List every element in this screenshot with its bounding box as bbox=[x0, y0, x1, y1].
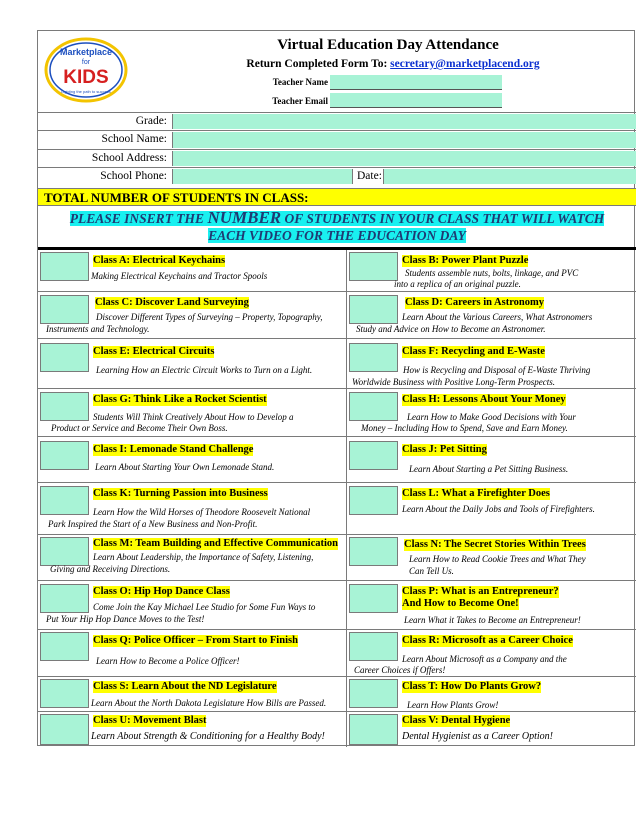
class-s-desc: Learn About the North Dakota Legislature How Bills are Passed. bbox=[91, 698, 327, 708]
class-l-desc: Learn About the Daily Jobs and Tools of Firefighters. bbox=[402, 504, 595, 514]
class-i-desc: Learn About Starting Your Own Lemonade Stand. bbox=[95, 462, 275, 472]
class-j-desc: Learn About Starting a Pet Sitting Business. bbox=[409, 464, 569, 474]
class-c-desc2: Instruments and Technology. bbox=[46, 324, 150, 334]
instruction-part1: PLEASE INSERT THE bbox=[69, 211, 208, 226]
class-u-count-field[interactable] bbox=[40, 714, 89, 745]
class-k-desc2: Park Inspired the Start of a New Business and Non-Profit. bbox=[48, 519, 258, 529]
school-info-table bbox=[38, 112, 636, 185]
teacher-email-label: Teacher Email bbox=[272, 96, 328, 106]
logo-line1: Marketplace bbox=[59, 47, 113, 57]
instruction-line2: EACH VIDEO FOR THE EDUCATION DAY bbox=[208, 228, 466, 243]
class-k-count-field[interactable] bbox=[40, 486, 89, 515]
total-students-label: TOTAL NUMBER OF STUDENTS IN CLASS: bbox=[38, 188, 636, 206]
school-address-field[interactable] bbox=[172, 151, 636, 166]
divider bbox=[38, 247, 636, 250]
class-g-count-field[interactable] bbox=[40, 392, 89, 421]
school-phone-row bbox=[38, 167, 636, 185]
class-o-name: Class O: Hip Hop Dance Class bbox=[93, 586, 230, 597]
return-instructions bbox=[168, 58, 618, 70]
class-o-desc1: Come Join the Kay Michael Lee Studio for Some Fun Ways to bbox=[93, 602, 316, 612]
class-j-count-field[interactable] bbox=[349, 441, 398, 470]
marketplace-for-kids-logo bbox=[38, 31, 136, 111]
school-phone-field[interactable] bbox=[172, 169, 636, 184]
class-a-desc: Making Electrical Keychains and Tractor Spools bbox=[91, 271, 268, 281]
class-c-name: Class C: Discover Land Surveying bbox=[95, 297, 249, 308]
class-t-desc: Learn How Plants Grow! bbox=[407, 700, 499, 710]
class-n-name: Class N: The Secret Stories Within Trees bbox=[404, 539, 586, 550]
class-d-desc2: Study and Advice on How to Become an Astronomer. bbox=[356, 324, 546, 334]
class-u-desc: Learn About Strength & Conditioning for a Healthy Body! bbox=[91, 731, 325, 742]
grade-row bbox=[38, 112, 636, 130]
column-divider bbox=[346, 250, 347, 747]
grade-field[interactable] bbox=[172, 114, 636, 129]
class-m-desc2: Giving and Receiving Directions. bbox=[50, 564, 171, 574]
class-d-desc1: Learn About the Various Careers, What Astronomers bbox=[402, 312, 593, 322]
class-t-name: Class T: How Do Plants Grow? bbox=[402, 681, 542, 692]
class-u-name: Class U: Movement Blast bbox=[93, 715, 207, 726]
class-k-desc1: Learn How the Wild Horses of Theodore Roosevelt National bbox=[93, 507, 311, 517]
class-d-name: Class D: Careers in Astronomy bbox=[405, 297, 545, 308]
class-h-count-field[interactable] bbox=[349, 392, 398, 421]
class-p-name2: And How to Become One! bbox=[402, 598, 519, 609]
class-f-count-field[interactable] bbox=[349, 343, 398, 372]
return-email-link[interactable]: secretary@marketplacend.org bbox=[390, 58, 540, 70]
school-name-label: School Name: bbox=[101, 133, 167, 146]
class-c-desc1: Discover Different Types of Surveying – Property, Topography, bbox=[96, 312, 323, 322]
class-f-name: Class F: Recycling and E-Waste bbox=[402, 346, 545, 357]
class-n-desc1: Learn How to Read Cookie Trees and What They bbox=[409, 554, 586, 564]
class-d-count-field[interactable] bbox=[349, 295, 398, 324]
teacher-name-field[interactable] bbox=[330, 75, 502, 90]
logo-line2: for bbox=[81, 59, 91, 66]
class-g-desc2: Product or Service and Become Their Own Boss. bbox=[51, 423, 228, 433]
class-q-count-field[interactable] bbox=[40, 632, 89, 661]
class-i-count-field[interactable] bbox=[40, 441, 89, 470]
class-j-name: Class J: Pet Sitting bbox=[402, 444, 487, 455]
school-name-row bbox=[38, 130, 636, 148]
class-r-count-field[interactable] bbox=[349, 632, 398, 661]
class-n-count-field[interactable] bbox=[349, 537, 398, 566]
class-m-desc1: Learn About Leadership, the Importance of Safety, Listening, bbox=[93, 552, 314, 562]
class-f-desc1: How is Recycling and Disposal of E-Waste Thriving bbox=[403, 365, 591, 375]
school-name-field[interactable] bbox=[172, 132, 636, 147]
school-phone-label: School Phone: bbox=[100, 169, 167, 182]
class-p-count-field[interactable] bbox=[349, 584, 398, 613]
class-s-name: Class S: Learn About the ND Legislature bbox=[93, 681, 277, 692]
class-l-name: Class L: What a Firefighter Does bbox=[402, 488, 550, 499]
class-b-count-field[interactable] bbox=[349, 252, 398, 281]
return-label: Return Completed Form To: bbox=[246, 58, 388, 70]
logo-tagline: Lighting the path to success bbox=[61, 89, 111, 94]
class-b-name: Class B: Power Plant Puzzle bbox=[402, 255, 529, 266]
class-s-count-field[interactable] bbox=[40, 679, 89, 708]
class-a-count-field[interactable] bbox=[40, 252, 89, 281]
school-address-label: School Address: bbox=[91, 151, 167, 164]
page-title: Virtual Education Day Attendance bbox=[277, 37, 499, 53]
class-h-desc2: Money – Including How to Spend, Save and Earn Money. bbox=[361, 423, 568, 433]
class-c-count-field[interactable] bbox=[40, 295, 89, 324]
instruction-part3: OF STUDENTS IN YOUR CLASS THAT WILL WATCH bbox=[281, 211, 605, 226]
class-h-name: Class H: Lessons About Your Money bbox=[402, 394, 566, 405]
class-t-count-field[interactable] bbox=[349, 679, 398, 708]
class-q-name: Class Q: Police Officer – From Start to Finish bbox=[93, 635, 298, 646]
class-e-count-field[interactable] bbox=[40, 343, 89, 372]
class-f-desc2: Worldwide Business with Positive Long-Term Prospects. bbox=[352, 377, 556, 387]
class-v-count-field[interactable] bbox=[349, 714, 398, 745]
class-i-name: Class I: Lemonade Stand Challenge bbox=[93, 444, 254, 455]
class-r-name: Class R: Microsoft as a Career Choice bbox=[402, 635, 573, 646]
teacher-name-label: Teacher Name bbox=[272, 77, 328, 87]
class-r-desc1: Learn About Microsoft as a Company and the bbox=[402, 654, 567, 664]
school-address-row bbox=[38, 149, 636, 167]
class-v-desc: Dental Hygienist as a Career Option! bbox=[402, 731, 554, 742]
class-p-desc: Learn What it Takes to Become an Entrepreneur! bbox=[404, 615, 581, 625]
class-h-desc1: Learn How to Make Good Decisions with Your bbox=[407, 412, 576, 422]
class-o-desc2: Put Your Hip Hop Dance Moves to the Test! bbox=[46, 614, 205, 624]
class-b-desc2: into a replica of an original puzzle. bbox=[394, 279, 521, 289]
class-n-desc2: Can Tell Us. bbox=[409, 566, 454, 576]
class-k-name: Class K: Turning Passion into Business bbox=[93, 488, 268, 499]
class-e-name: Class E: Electrical Circuits bbox=[93, 346, 215, 357]
class-p-name: Class P: What is an Entrepreneur? bbox=[402, 586, 559, 597]
class-g-desc1: Students Will Think Creatively About How to Develop a bbox=[93, 412, 294, 422]
class-m-name: Class M: Team Building and Effective Communication bbox=[93, 538, 339, 549]
logo-line3: KIDS bbox=[63, 67, 109, 88]
class-o-count-field[interactable] bbox=[40, 584, 89, 613]
class-e-desc: Learning How an Electric Circuit Works to Turn on a Light. bbox=[96, 365, 313, 375]
class-r-desc2: Career Choices if Offers! bbox=[354, 665, 446, 675]
class-g-name: Class G: Think Like a Rocket Scientist bbox=[93, 394, 267, 405]
class-a-name: Class A: Electrical Keychains bbox=[93, 255, 226, 266]
teacher-email-field[interactable] bbox=[330, 93, 502, 108]
class-l-count-field[interactable] bbox=[349, 486, 398, 515]
class-v-name: Class V: Dental Hygiene bbox=[402, 715, 511, 726]
date-label: Date: bbox=[352, 169, 384, 184]
attendance-form bbox=[37, 30, 635, 746]
instruction-banner bbox=[50, 209, 624, 244]
class-q-desc: Learn How to Become a Police Officer! bbox=[96, 656, 240, 666]
class-b-desc1: Students assemble nuts, bolts, linkage, and PVC bbox=[405, 268, 579, 278]
class-m-count-field[interactable] bbox=[40, 537, 89, 566]
instruction-part2: NUMBER bbox=[207, 208, 282, 227]
grade-label: Grade: bbox=[135, 115, 167, 127]
